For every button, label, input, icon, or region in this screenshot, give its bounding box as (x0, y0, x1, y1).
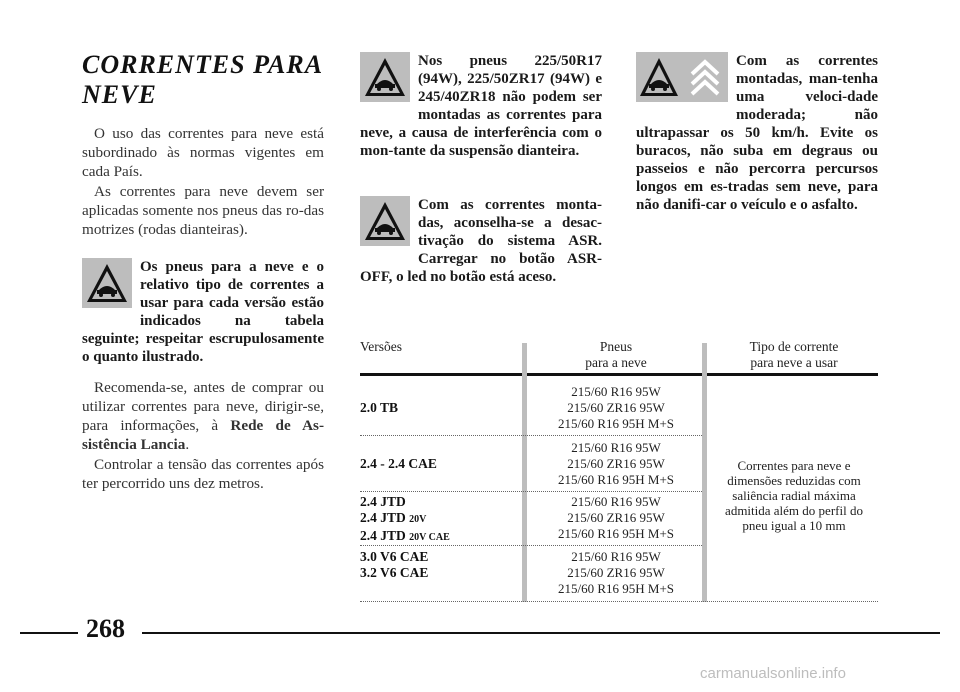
row-divider (360, 491, 702, 492)
table-row-version: 2.4 JTD 2.4 JTD 20V 2.4 JTD 20V CAE (360, 494, 450, 543)
warning-text: Nos pneus 225/50R17 (94W), 225/50ZR17 (94W) e 245/40ZR18 não podem ser montadas as correntes para neve, a causa de interferência com o mon-tante da suspensão dianteira. (360, 53, 602, 159)
chain-type-cell: Correntes para neve e dimensões reduzidas com saliência radial máxima admitida além do perfil do pneu igual a 10 mm (725, 458, 863, 533)
tension-paragraph: Controlar a tensão das correntes após ter percorrido uns dez metros. (82, 456, 324, 492)
page-rule-right (142, 632, 940, 634)
snow-chevrons-icon (682, 52, 728, 102)
warning-box-asr (360, 196, 602, 286)
header-chain-type: Tipo de corrente para neve a usar (749, 339, 839, 370)
warning-text: Com as correntes montadas, man-tenha uma veloci-dade moderada; não ultrapassar os 50 km/h. Evite os buracos, não suba em degraus ou passeios e não percorra percursos longos em es-tradas sem neve, para não danifi-car o veículo e o asfalto. (636, 53, 878, 213)
warning-triangle-car-icon (360, 196, 418, 252)
page-number: 268 (86, 614, 125, 643)
header-tyres: Pneus para a neve (585, 339, 647, 370)
dealer-network-name: Rede de As-sistência Lancia (82, 417, 325, 453)
warning-box-tyres (82, 258, 324, 366)
dealer-paragraph: Recomenda-se, antes de comprar ou utilizar correntes para neve, dirigir-se, para informações, à Rede de As-sistência Lancia. (82, 379, 325, 453)
warning-box-speed (636, 52, 878, 214)
table-row-version: 2.4 - 2.4 CAE (360, 456, 437, 471)
table-bottom-rule (360, 601, 878, 602)
header-versions: Versões (360, 339, 402, 354)
column-divider (702, 343, 707, 602)
table-row-tyres: 215/60 R16 95W 215/60 ZR16 95W 215/60 R16 95H M+S (557, 494, 675, 541)
warning-triangle-car-icon (360, 52, 418, 108)
warning-triangle-car-icon (82, 258, 140, 314)
table-row-version: 2.0 TB (360, 400, 399, 415)
warning-box-incompatible-tyres (360, 52, 602, 160)
row-divider (360, 435, 702, 436)
intro-paragraph: O uso das correntes para neve está subordinado às normas vigentes em cada País. (82, 125, 324, 180)
page-title: CORRENTES PARA NEVE (82, 50, 324, 109)
warning-triangle-car-icon (636, 52, 728, 102)
warning-text: Os pneus para a neve e o relativo tipo de correntes a usar para cada versão estão indicados na tabela seguinte; respeitar escrupulosamente o quanto ilustrado. (82, 259, 324, 365)
table-row-tyres: 215/60 R16 95W 215/60 ZR16 95W 215/60 R16 95H M+S (557, 384, 675, 431)
column-divider (522, 343, 527, 602)
table-row-version: 3.0 V6 CAE 3.2 V6 CAE (360, 549, 429, 580)
table-row-tyres: 215/60 R16 95W 215/60 ZR16 95W 215/60 R16 95H M+S (557, 549, 675, 596)
watermark: carmanualsonline.info (700, 665, 846, 682)
page-rule-left (20, 632, 78, 634)
table-header-rule (360, 373, 878, 376)
rules-paragraph: As correntes para neve devem ser aplicadas somente nos pneus das ro-das motrizes (rodas dianteiras). (82, 183, 324, 238)
table-row-tyres: 215/60 R16 95W 215/60 ZR16 95W 215/60 R16 95H M+S (557, 440, 675, 487)
warning-text: Com as correntes monta-das, aconselha-se a desac-tivação do sistema ASR. Carregar no botão ASR-OFF, o led no botão está aceso. (360, 197, 602, 285)
